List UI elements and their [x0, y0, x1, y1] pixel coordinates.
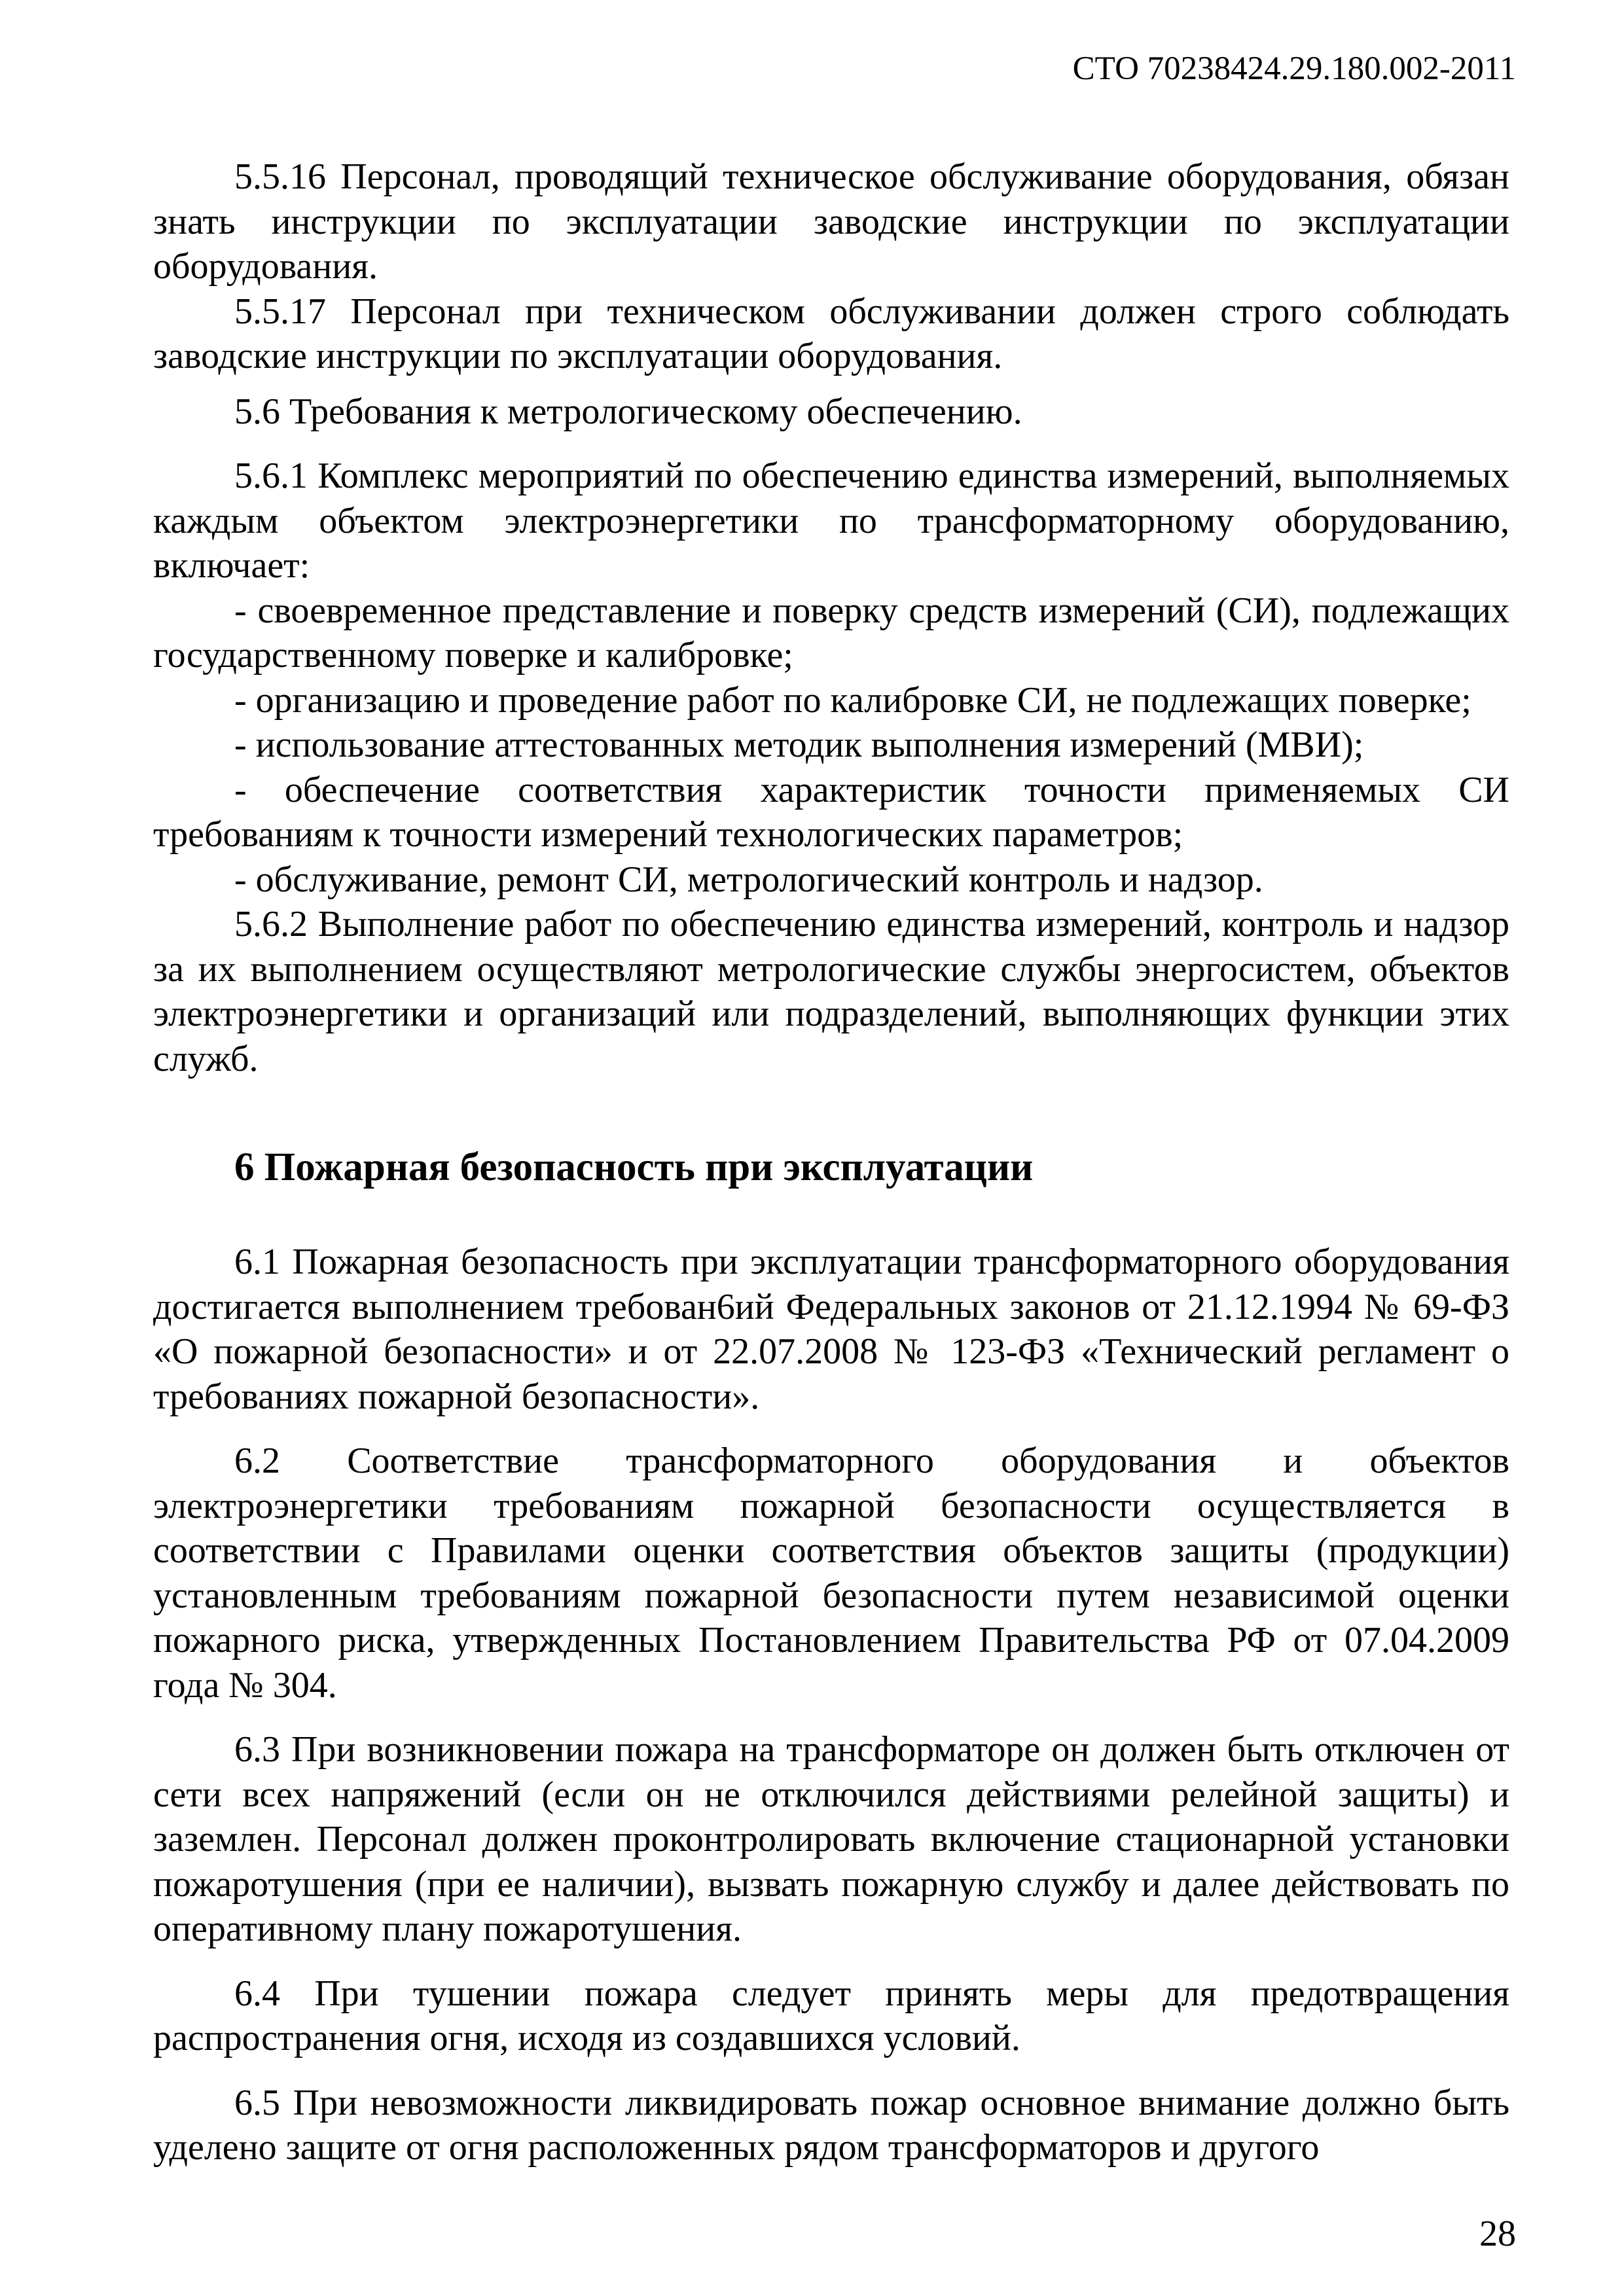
section-6-heading: 6 Пожарная безопасность при эксплуатации — [234, 1145, 1034, 1189]
list-item: - обслуживание, ремонт СИ, метрологический контроль и надзор. — [234, 859, 1263, 900]
paragraph-6-1: 6.1 Пожарная безопасность при эксплуатации трансформаторного оборудования достигается выполнением требован6ий Федеральных законов от 21.12.1994 № 69-ФЗ «О пожарной безопасности» и от 22.07.2008 № 123-ФЗ «Технический регламент о требованиях пожарной безопасности». — [153, 1242, 1509, 1417]
page-number: 28 — [1479, 2214, 1516, 2254]
list-item: - организацию и проведение работ по калибровке СИ, не подлежащих поверке; — [234, 679, 1471, 721]
paragraph-6-4: 6.4 При тушении пожара следует принять меры для предотвращения распространения огня, исходя из создавшихся условий. — [153, 1973, 1509, 2058]
page-content — [153, 154, 1509, 2170]
list-item: - использование аттестованных методик выполнения измерений (МВИ); — [234, 725, 1364, 765]
list-item: - своевременное представление и поверку средств измерений (СИ), подлежащих государственному поверке и калибровке; — [153, 590, 1509, 675]
paragraph-5-5-17: 5.5.17 Персонал при техническом обслуживании должен строго соблюдать заводские инструкции по эксплуатации оборудования. — [153, 291, 1509, 376]
paragraph-5-6-1: 5.6.1 Комплекс мероприятий по обеспечению единства измерений, выполняемых каждым объектом электроэнергетики по трансформаторному оборудованию, включает: — [153, 456, 1509, 586]
list-item: - обеспечение соответствия характеристик точности применяемых СИ требованиям к точности измерений технологических параметров; — [153, 769, 1509, 855]
paragraph-6-3: 6.3 При возникновении пожара на трансформаторе он должен быть отключен от сети всех напряжений (если он не отключился действиями релейной защиты) и заземлен. Персонал должен проконтролировать включение стационарной установки пожаротушения (при ее наличии), вызвать пожарную службу и далее действовать по оперативному плану пожаротушения. — [153, 1729, 1509, 1949]
paragraph-6-2: 6.2 Соответствие трансформаторного оборудования и объектов электроэнергетики требованиям пожарной безопасности осуществляется в соответствии с Правилами оценки соответствия объектов защиты (продукции) установленным требованиям пожарной безопасности путем независимой оценки пожарного риска, утвержденных Постановлением Правительства РФ от 07.04.2009 года № 304. — [153, 1441, 1509, 1706]
paragraph-6-5: 6.5 При невозможности ликвидировать пожар основное внимание должно быть уделено защите от огня расположенных рядом трансформаторов и другого — [153, 2082, 1509, 2168]
document-code: СТО 70238424.29.180.002-2011 — [1072, 50, 1516, 87]
paragraph-5-5-16: 5.5.16 Персонал, проводящий техническое обслуживание оборудования, обязан знать инструкции по эксплуатации заводские инструкции по эксплуатации оборудования. — [153, 156, 1509, 287]
paragraph-5-6: 5.6 Требования к метрологическому обеспечению. — [234, 391, 1022, 432]
paragraph-5-6-2: 5.6.2 Выполнение работ по обеспечению единства измерений, контроль и надзор за их выполнением осуществляют метрологические службы энергосистем, объектов электроэнергетики и организаций или подразделений, выполняющих функции этих служб. — [153, 904, 1509, 1079]
